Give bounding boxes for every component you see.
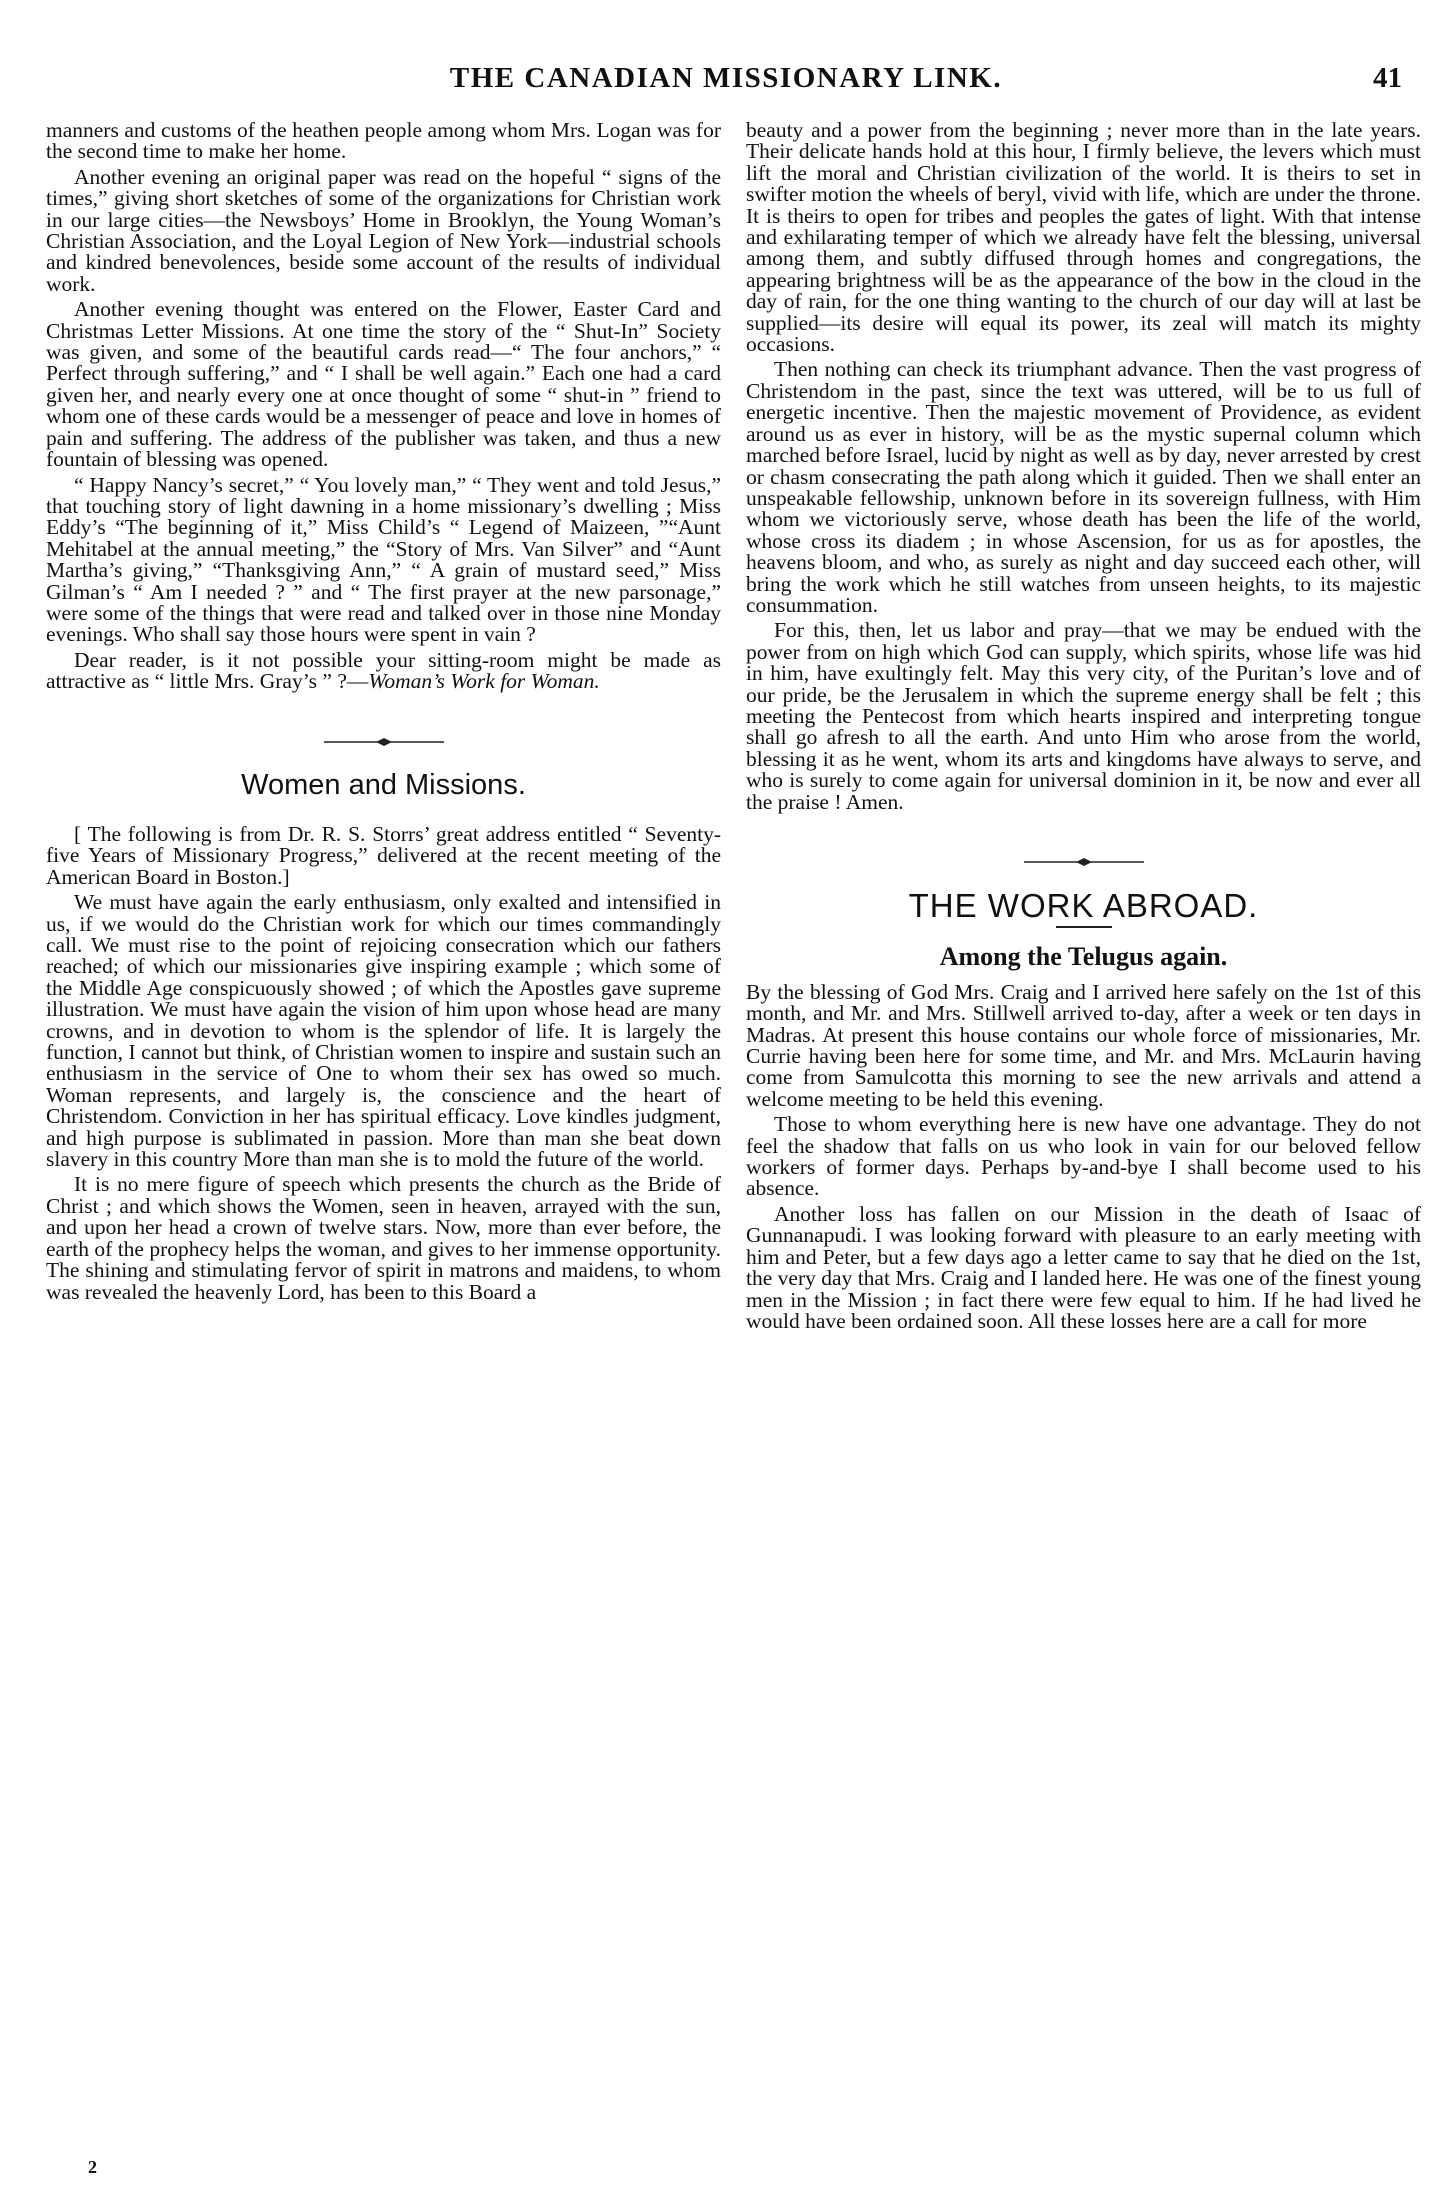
section-divider-ornament [1024,857,1144,867]
page-header [50,62,1402,102]
article-subtitle: Among the Telugus again. [939,942,1228,972]
article-paragraph: We must have again the early enthusiasm, only exalted and intensified in us, if we would do the Christian work for which our times commandingly call. We must rise to the point of rejoicing consecration which our fathers reached; of which our missionaries give inspiring example ; which some of the Middle Age conspicuously showed ; of which the Apostles gave supreme illustration. We must have again the vision of him upon whose head are many crowns, and in devotion to whom is the splendor of life. It is largely the function, I cannot but think, of Christian women to inspire and sustain such an enthusiasm in the service of One to whom their sex has owed so much. Woman represents, and largely is, the conscience and the heart of Christendom. Conviction in her has spiritual efficacy. Love kindles judgment, and high purpose is sublimated in passion. More than man she beat down slavery in this country More than man she is to mold the future of the world. [46,890,721,1172]
article-paragraph: For this, then, let us labor and pray—that we may be endued with the power from on high which God can supply, which spirits, whose life was hid in him, have exultingly felt. May this very city, of the Puritan’s love and of our pride, be the Jerusalem in which the supreme energy shall be felt ; this meeting the Pentecost from which hearts inspired and interpreting tongue shall go afresh to all the earth. And unto Him who arose from the world, blessing it as he went, whom its arts and kingdoms have always to serve, and who is surely to come again for universal dominion in it, be now and ever all the praise ! Amen. [746,618,1421,814]
title-rule [1056,926,1112,928]
article-paragraph: Another evening thought was entered on the Flower, Easter Card and Christmas Letter Missions. At one time the story of the “ Shut-In” Society was given, and some of the beautiful cards read—“ The four anchors,” “ Perfect through suffering,” and “ I shall be well again.” Each one had a card given her, and nearly every one at once thought of some “ shut-in ” friend to whom one of these cards would be a messenger of peace and love in homes of pain and suffering. The address of the publisher was taken, and thus a new fountain of blessing was opened. [46,297,721,472]
publication-title: THE CANADIAN MISSIONARY LINK. [449,62,1003,94]
signature-mark: 2 [88,2157,97,2177]
closing-paragraph [46,647,721,694]
right-column [746,120,1421,1336]
section-title-work-abroad: THE WORK ABROAD. [908,887,1259,924]
left-column [46,120,721,1307]
article-paragraph: Another evening an original paper was read on the hopeful “ signs of the times,” giving short sketches of some of the organizations for Christian work in our large cities—the Newsboys’ Home in Brooklyn, the Young Woman’s Christian Association, and the Loyal Legion of New York—industrial schools and kindred benevolences, beside some account of the results of individual work. [46,164,721,296]
section-title-women-and-missions: Women and Missions. [241,768,526,801]
closing-source: Woman’s Work for Woman. [368,669,600,694]
article-paragraph: It is no mere figure of speech which presents the church as the Bride of Christ ; and which shows the Women, seen in heaven, arrayed with the sun, and upon her head a crown of twelve stars. Now, more than ever before, the earth of the prophecy helps the woman, and gives to her immense opportunity. The shining and stimulating fervor of spirit in matrons and maidens, to whom was revealed the heavenly Lord, has been to this Board a [46,1172,721,1304]
intro-note: [ The following is from Dr. R. S. Storrs’ great address entitled “ Seventy-five Years of Missionary Progress,” delivered at the recent meeting of the American Board in Boston.] [46,821,721,889]
page-number: 41 [1373,62,1402,94]
article-paragraph: Those to whom everything here is new have one advantage. They do not feel the shadow that falls on us who look in vain for our beloved fellow workers of former days. Perhaps by-and-bye I shall become used to his absence. [746,1112,1421,1201]
section-divider-ornament [324,737,444,747]
article-paragraph: By the blessing of God Mrs. Craig and I arrived here safely on the 1st of this month, and Mr. and Mrs. Stillwell arrived to-day, after a week or ten days in Madras. At present this house contains our whole force of missionaries, Mr. Currie having been here for some time, and Mr. and Mrs. McLaurin having come from Samulcotta this morning to see the new arrivals and attend a welcome meeting to be held this evening. [746,979,1421,1111]
closing-text: Dear reader, is it not possible your sitting-room might be made as attractive as “ little Mrs. Gray’s ” ?— [46,647,721,694]
article-paragraph: Then nothing can check its triumphant advance. Then the vast progress of Christendom in the past, since the text was uttered, will be to us full of energetic incentive. Then the majestic movement of Providence, as evident around us as ever in history, will be as the mystic supernal column which marched before Israel, lucid by night as well as by day, never arrested by crest or chasm consecrating the path along which it guided. Then we shall enter an unspeakable fellowship, unknown before in its sovereign fullness, with Him whom we victoriously serve, whose death has been the life of the world, whose cross its diadem ; in whose Ascension, for us as for apostles, the heavens bloom, and who, as surely as night and day succeed each other, will bring the work which he still watches from unseen heights, to its majestic consummation. [746,357,1421,617]
article-paragraph: manners and customs of the heathen people among whom Mrs. Logan was for the second time to make her home. [46,118,721,164]
article-paragraph: “ Happy Nancy’s secret,” “ You lovely man,” “ They went and told Jesus,” that touching story of light dawning in a home missionary’s dwelling ; Miss Eddy’s “The beginning of it,” Miss Child’s “ Legend of Maizeen, ”“Aunt Mehitabel at the annual meeting,” the “Story of Mrs. Van Silver” and “Aunt Martha’s giving,” “Thanksgiving Ann,” “ A grain of mustard seed,” Miss Gilman’s “ Am I needed ? ” and “ The first prayer at the new parsonage,” were some of the things that were read and talked over in those nine Monday evenings. Who shall say those hours were spent in vain ? [46,472,721,647]
article-paragraph: Another loss has fallen on our Mission in the death of Isaac of Gunnanapudi. I was looking forward with pleasure to an early meeting with him and Peter, but a few days ago a letter came to say that he died on the 1st, the very day that Mrs. Craig and I landed here. He was one of the finest young men in the Mission ; in fact there were few equal to him. If he had lived he would have been ordained soon. All these losses here are a call for more [746,1201,1421,1333]
article-paragraph: beauty and a power from the beginning ; never more than in the late years. Their delicate hands hold at this hour, I firmly believe, the levers which must lift the moral and Christian civilization of the world. It is theirs to set in swifter motion the wheels of beryl, vivid with life, which are under the throne. It is theirs to open for tribes and peoples the gates of light. With that intense and exhilarating temper of which we already have felt the blessing, universal among them, and subtly diffused through homes and congregations, the appearing brightness will be as the appearance of the bow in the cloud in the day of rain, for the one thing wanting to the church of our day will at last be supplied—its desire will equal its power, its zeal will match its mighty occasions. [746,118,1421,357]
